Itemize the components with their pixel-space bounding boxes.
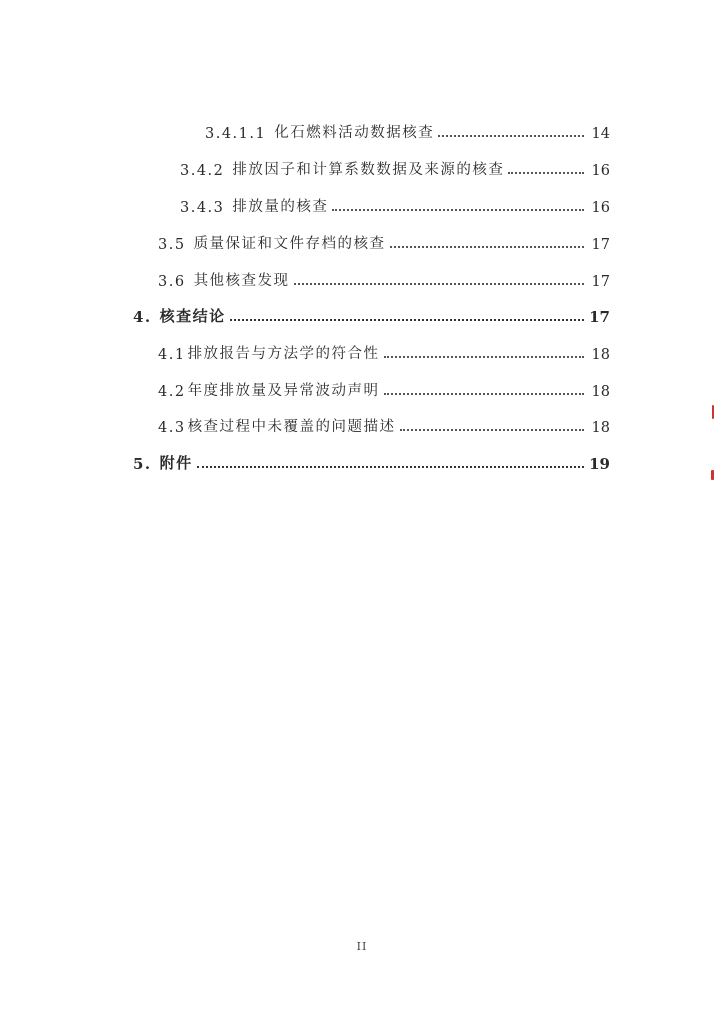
toc-leader-dots [197, 466, 584, 468]
toc-leader-dots [332, 209, 584, 211]
toc-entry-number: 4.3 [158, 420, 186, 436]
toc-leader-dots [230, 319, 584, 321]
toc-entry-4-1[interactable] [158, 339, 610, 363]
toc-leader-dots [508, 172, 584, 174]
toc-entry-title: 附件 [159, 454, 193, 472]
page-number: II [356, 940, 368, 953]
toc-entry-title: 化石燃料活动数据核查 [274, 125, 435, 141]
toc-entry-number: 4.2 [158, 384, 186, 400]
toc-entry-title: 其他核查发现 [193, 273, 290, 289]
toc-entry-page: 17 [591, 237, 610, 253]
toc-entry-number: 3.5 [158, 237, 186, 253]
toc-entry-number: 4. [133, 308, 152, 326]
toc-entry-number: 3.4.2 [180, 163, 225, 179]
toc-entry-page: 18 [591, 347, 610, 363]
toc-entry-3-5[interactable] [158, 229, 610, 253]
toc-leader-dots [294, 283, 584, 285]
toc-entry-title: 核查结论 [159, 307, 226, 325]
toc-entry-title: 排放量的核查 [232, 199, 329, 215]
scan-edge-mark [711, 470, 714, 480]
toc-leader-dots [384, 356, 584, 358]
toc-entry-page: 18 [591, 420, 610, 436]
toc-entry-3-4-2[interactable] [180, 155, 610, 179]
toc-entry-title: 质量保证和文件存档的核查 [193, 236, 386, 252]
toc-entry-title: 排放报告与方法学的符合性 [187, 346, 380, 362]
toc-entry-title: 核查过程中未覆盖的问题描述 [187, 419, 396, 435]
toc-entry-4-2[interactable] [158, 376, 610, 400]
toc-leader-dots [390, 246, 584, 248]
toc-leader-dots [400, 429, 584, 431]
toc-entry-number: 4.1 [158, 347, 186, 363]
toc-entry-3-4-1-1[interactable] [205, 118, 610, 142]
toc-leader-dots [438, 135, 584, 137]
toc-leader-dots [384, 393, 584, 395]
scan-edge-mark [712, 405, 714, 419]
toc-entry-title: 年度排放量及异常波动声明 [187, 383, 380, 399]
toc-entry-page: 19 [589, 455, 610, 473]
toc-entry-page: 16 [591, 200, 610, 216]
toc-entry-number: 3.4.1.1 [205, 126, 267, 142]
toc-entry-page: 14 [591, 126, 610, 142]
toc-entry-number: 3.6 [158, 274, 186, 290]
toc-entry-number: 3.4.3 [180, 200, 225, 216]
toc-entry-4[interactable] [133, 302, 610, 326]
toc-entry-page: 17 [589, 308, 610, 326]
toc-entry-number: 5. [133, 455, 152, 473]
toc-entry-page: 18 [591, 384, 610, 400]
toc-entry-5[interactable] [133, 449, 610, 473]
toc-entry-page: 16 [591, 163, 610, 179]
toc-entry-title: 排放因子和计算系数数据及来源的核查 [232, 162, 505, 178]
toc-entry-3-6[interactable] [158, 266, 610, 290]
toc-entry-page: 17 [591, 274, 610, 290]
toc-entry-3-4-3[interactable] [180, 192, 610, 216]
toc-entry-4-3[interactable] [158, 412, 610, 436]
